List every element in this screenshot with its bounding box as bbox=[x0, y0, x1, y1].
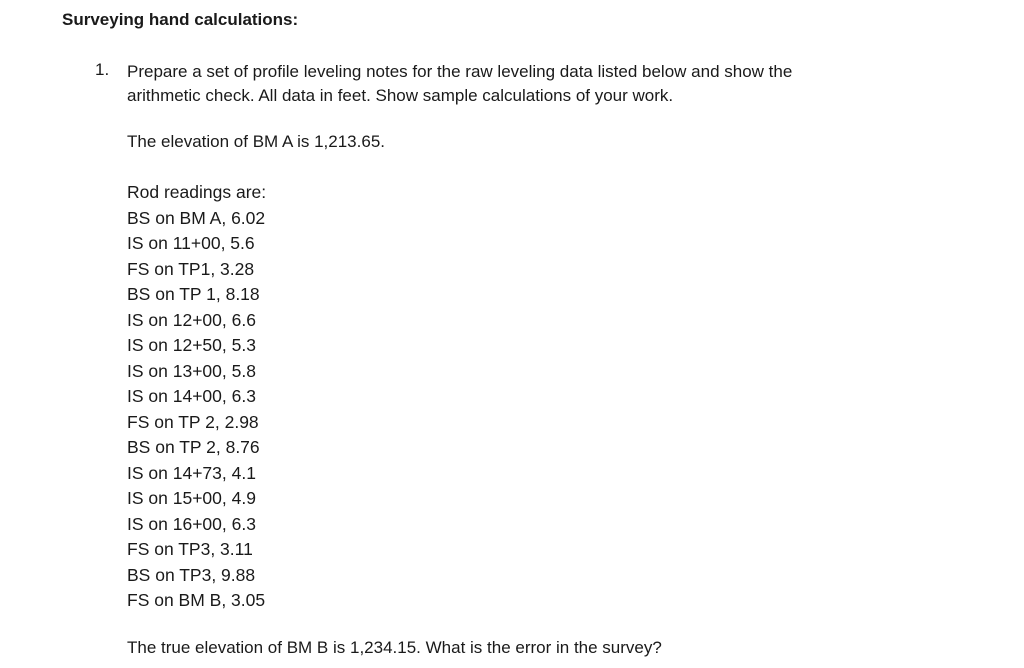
rod-readings-list bbox=[127, 180, 266, 614]
question-number: 1. bbox=[95, 60, 110, 79]
final-question: The true elevation of BM B is 1,234.15. What is the error in the survey? bbox=[127, 638, 662, 657]
document-heading: Surveying hand calculations: bbox=[62, 10, 299, 29]
rod-reading-item: FS on TP 2, 2.98 bbox=[127, 411, 259, 432]
rod-reading-item: IS on 11+00, 5.6 bbox=[127, 233, 255, 253]
bm-a-elevation-statement: The elevation of BM A is 1,213.65. bbox=[127, 132, 385, 151]
rod-reading-item: BS on TP 2, 8.76 bbox=[127, 437, 260, 457]
rod-reading-item: IS on 16+00, 6.3 bbox=[127, 513, 256, 534]
question-line-1: Prepare a set of profile leveling notes for the raw leveling data listed below and show the bbox=[127, 62, 793, 81]
rod-reading-item: BS on BM A, 6.02 bbox=[127, 207, 266, 228]
question-text bbox=[127, 60, 887, 108]
rod-reading-item: IS on 14+00, 6.3 bbox=[127, 386, 256, 406]
rod-reading-item: FS on TP3, 3.11 bbox=[127, 539, 253, 559]
rod-reading-item: IS on 15+00, 4.9 bbox=[127, 488, 256, 508]
rod-reading-item: BS on TP3, 9.88 bbox=[127, 564, 256, 585]
question-line-2: arithmetic check. All data in feet. Show sample calculations of your work. bbox=[127, 86, 674, 105]
rod-readings-title: Rod readings are: bbox=[127, 182, 267, 202]
rod-reading-item: IS on 12+00, 6.6 bbox=[127, 309, 256, 330]
rod-reading-item: IS on 13+00, 5.8 bbox=[127, 360, 256, 381]
rod-reading-item: IS on 12+50, 5.3 bbox=[127, 335, 256, 355]
rod-reading-item: FS on BM B, 3.05 bbox=[127, 590, 266, 610]
rod-reading-item: FS on TP1, 3.28 bbox=[127, 258, 255, 279]
rod-reading-item: BS on TP 1, 8.18 bbox=[127, 284, 260, 304]
rod-reading-item: IS on 14+73, 4.1 bbox=[127, 462, 256, 483]
